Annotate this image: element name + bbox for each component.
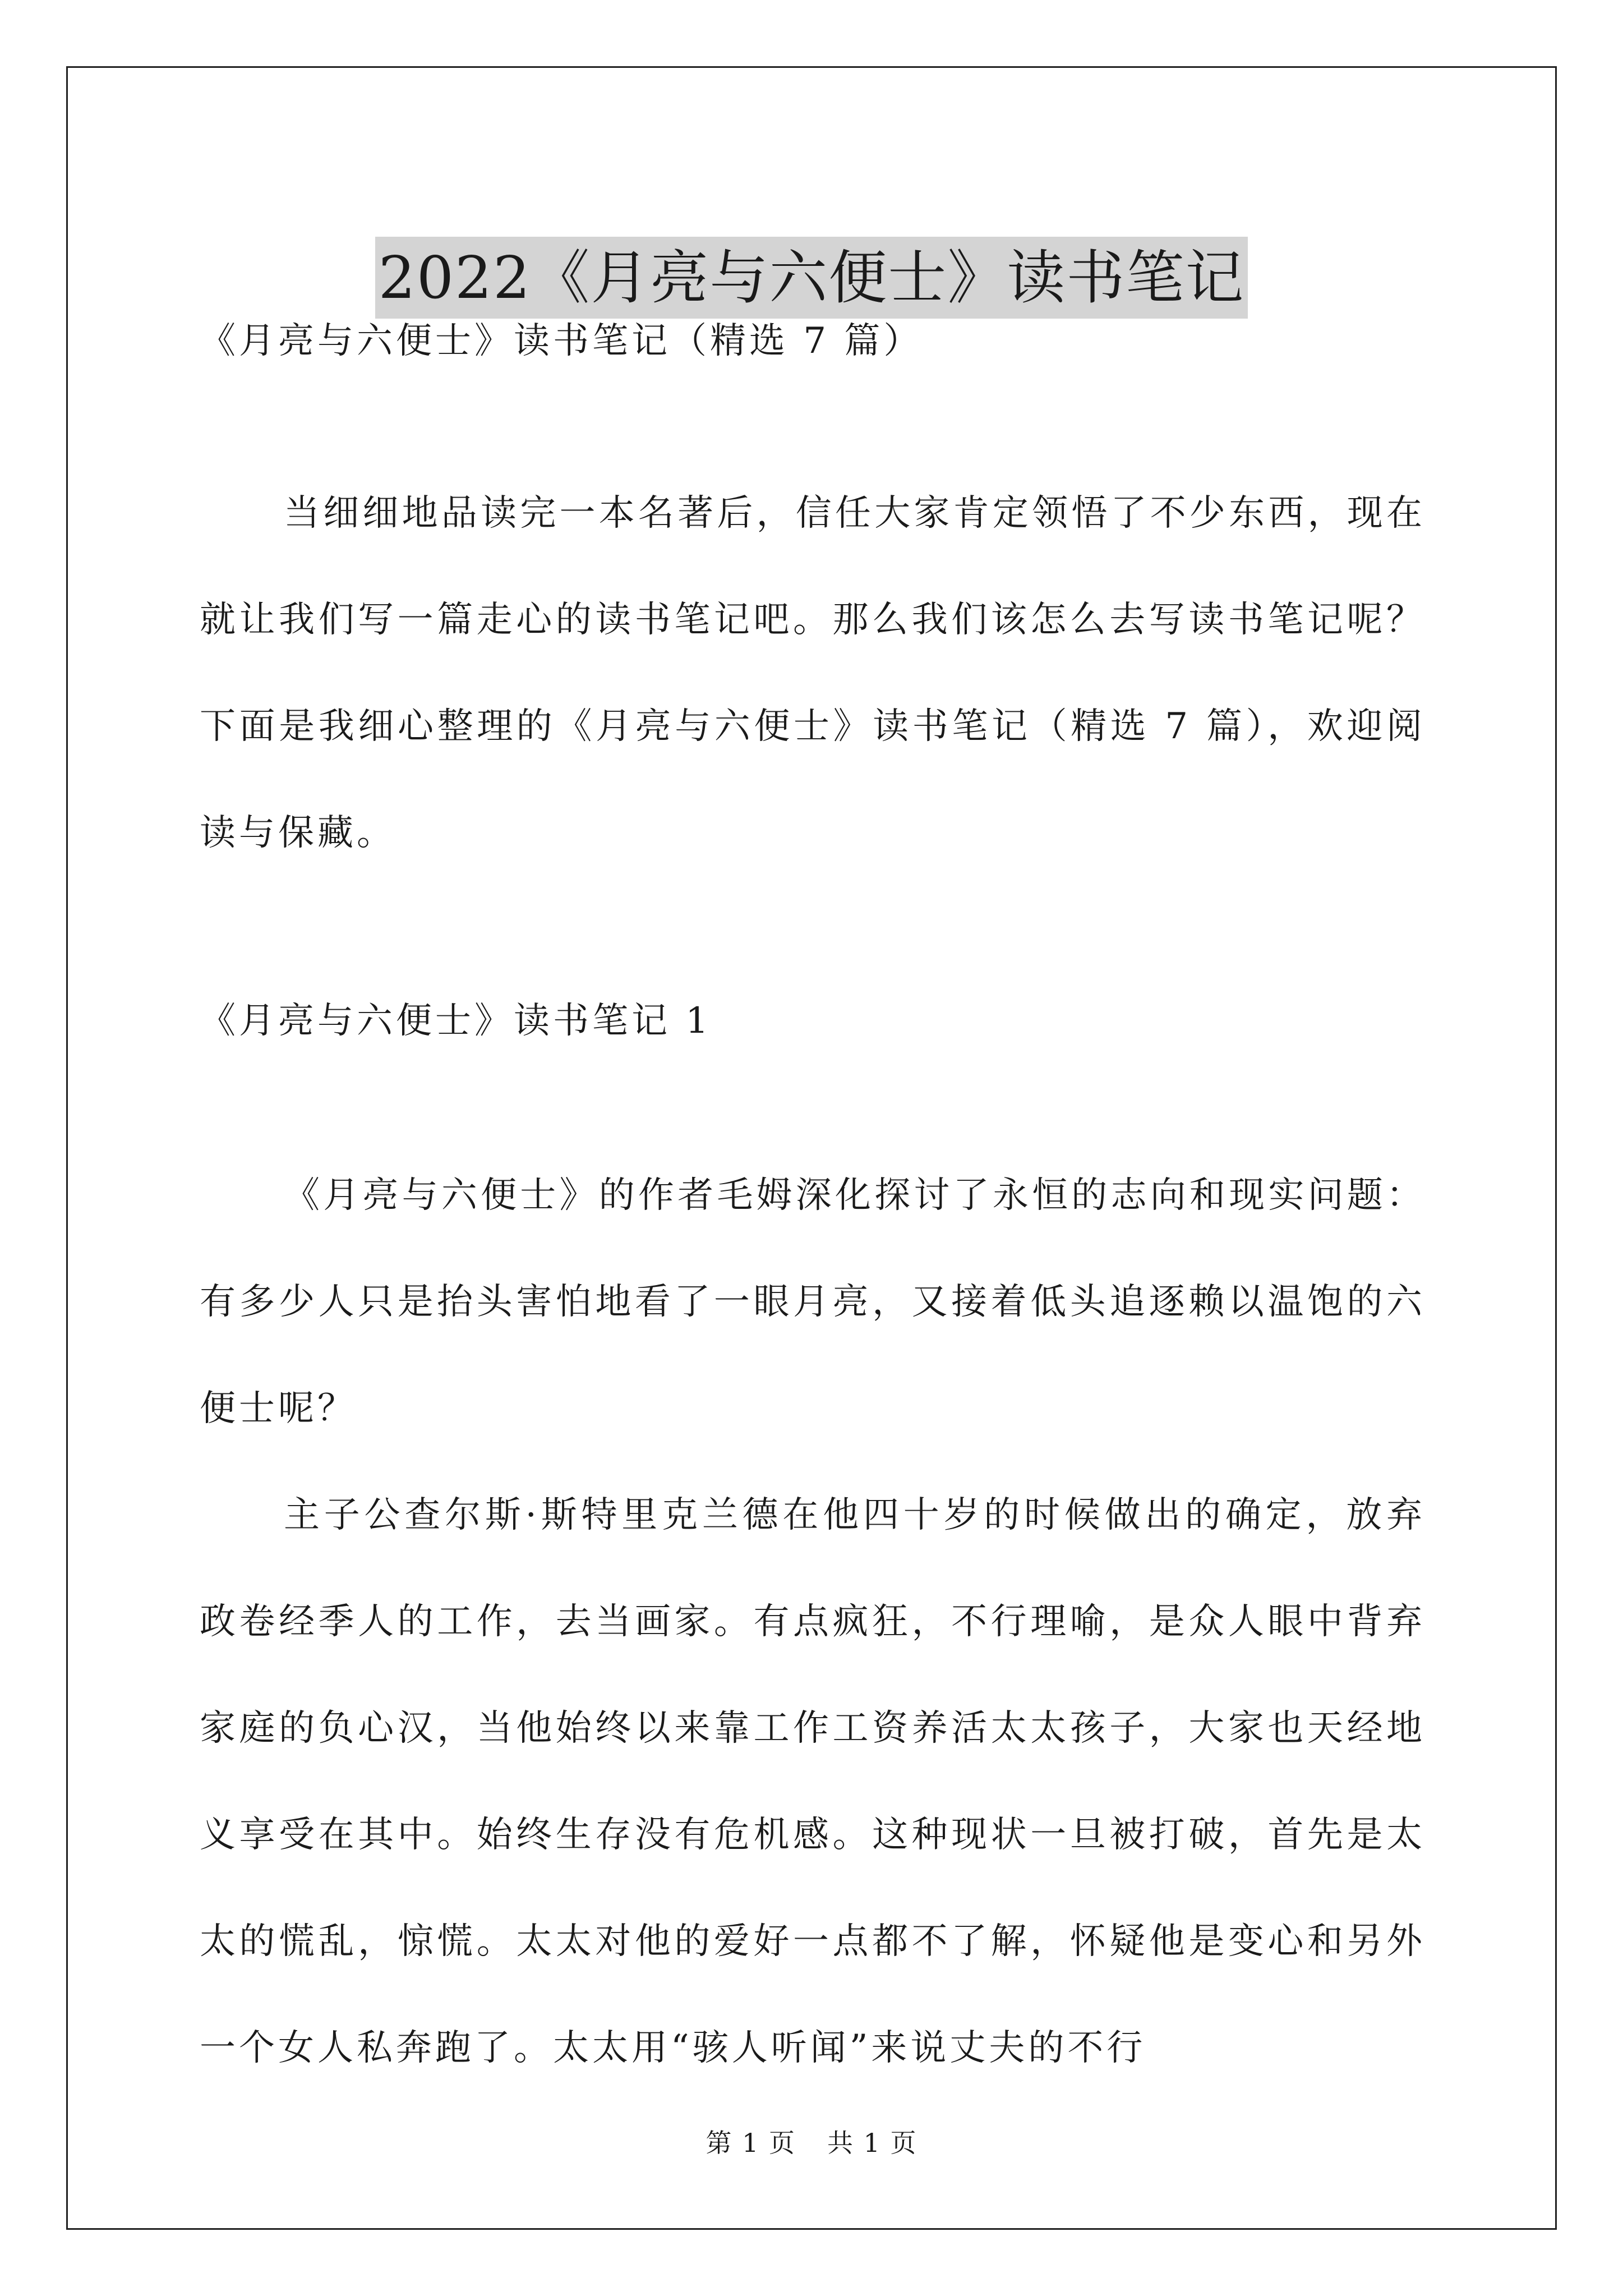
paragraph-block-1 xyxy=(200,1142,1426,1462)
document-subtitle: 《月亮与六便士》读书笔记（精选 7 篇） xyxy=(200,320,923,362)
section-heading-block xyxy=(200,994,1426,1048)
document-subtitle-block xyxy=(200,314,1426,368)
page-total: 共 1 页 xyxy=(827,2128,917,2158)
intro-paragraph: 当细细地品读完一本名著后，信任大家肯定领悟了不少东西，现在就让我们写一篇走心的读书笔记吧。那么我们该怎么去写读书笔记呢？下面是我细心整理的《月亮与六便士》读书笔记（精选 7 篇），欢迎阅读与保藏。 xyxy=(200,493,1426,854)
page-footer xyxy=(0,2126,1623,2160)
paragraph-block-2 xyxy=(200,1462,1426,2101)
section-heading: 《月亮与六便士》读书笔记 1 xyxy=(200,1000,712,1042)
document-title: 2022《月亮与六便士》读书笔记 xyxy=(375,237,1248,319)
page-number: 第 1 页 xyxy=(706,2128,796,2158)
body-paragraph: 《月亮与六便士》的作者毛姆深化探讨了永恒的志向和现实问题：有多少人只是抬头害怕地看了一眼月亮，又接着低头追逐赖以温饱的六便士呢？ xyxy=(200,1175,1426,1429)
body-paragraph: 主子公查尔斯·斯特里克兰德在他四十岁的时候做出的确定，放弃政卷经季人的工作，去当画家。有点疯狂，不行理喻，是众人眼中背弃家庭的负心汉，当他始终以来靠工作工资养活太太孩子，大家也天经地义享受在其中。始终生存没有危机感。这种现状一旦被打破，首先是太太的慌乱，惊慌。太太对他的爱好一点都不了解，怀疑他是变心和另外一个女人私奔跑了。太太用“骇人听闻”来说丈夫的不行 xyxy=(200,1494,1426,2069)
intro-block xyxy=(200,460,1426,886)
